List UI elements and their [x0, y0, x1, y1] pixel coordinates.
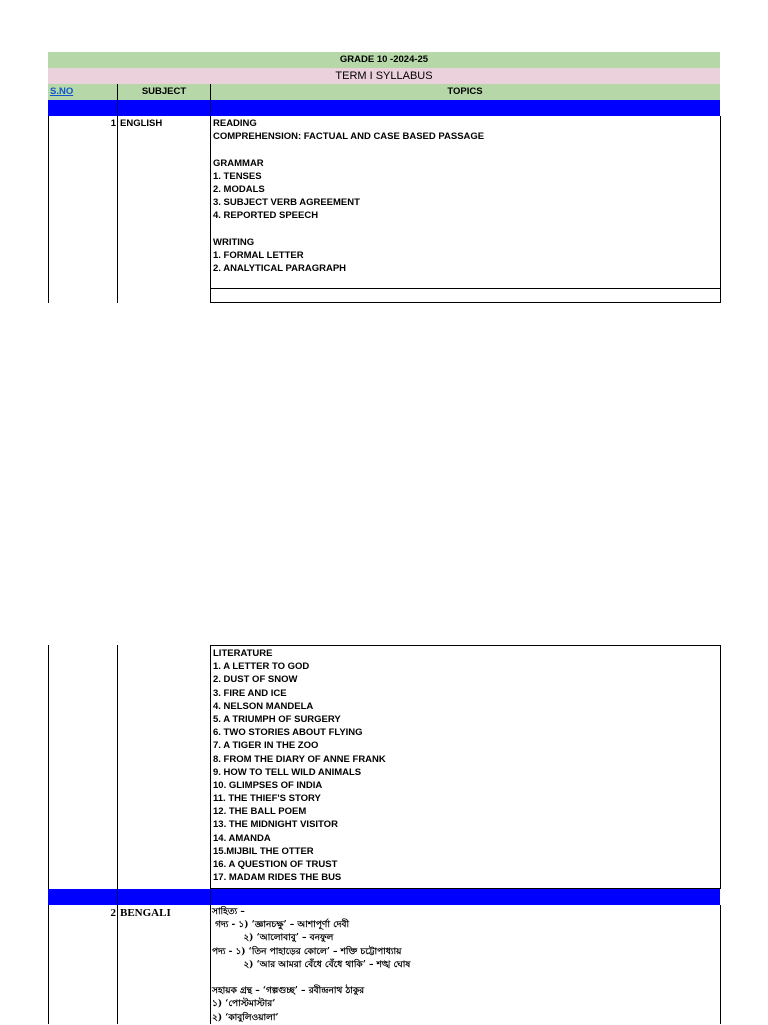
topic-line: WRITING — [213, 236, 255, 248]
topic-line: 16. A QUESTION OF TRUST — [213, 859, 338, 870]
topic-line: 2. ANALYTICAL PARAGRAPH — [213, 263, 347, 275]
topic-line: ২) ‘আর আমরা বেঁধে বেঁধে থাকি’ – শঙ্খ ঘোষ — [212, 959, 411, 970]
topic-line: 7. A TIGER IN THE ZOO — [213, 740, 319, 752]
topic-line: 1. TENSES — [213, 170, 262, 182]
topic-line: পদ্য - ১) ‘তিন পাহাড়ের কোলে’ – শক্তি চট্টোপাধ্যায় — [212, 946, 402, 957]
sno-cell: 2 — [110, 907, 116, 919]
topic-line: COMPREHENSION: FACTUAL AND CASE BASED PASSAGE — [213, 131, 485, 143]
topic-line: গদ্য - ১) ‘জ্ঞানচক্ষু’ – আশাপূর্ণা দেবী — [212, 920, 350, 931]
english-literature-cell — [210, 645, 721, 889]
topic-line: GRAMMAR — [213, 157, 264, 169]
topic-line: 12. THE BALL POEM — [213, 806, 307, 818]
topic-line: 6. TWO STORIES ABOUT FLYING — [213, 727, 363, 739]
column-header-sno[interactable]: S.NO — [50, 86, 74, 97]
topic-line: 5. A TRIUMPH OF SURGERY — [213, 713, 341, 725]
section-separator — [48, 100, 720, 116]
column-header-topics: TOPICS — [447, 86, 483, 97]
column-header-subject: SUBJECT — [141, 86, 187, 97]
topics-list — [211, 116, 720, 275]
topic-line: 4. NELSON MANDELA — [213, 700, 314, 712]
topic-line: 3. SUBJECT VERB AGREEMENT — [213, 197, 360, 209]
subject-cell: ENGLISH — [120, 118, 163, 129]
topic-line: LITERATURE — [213, 648, 273, 659]
topic-line: 1. A LETTER TO GOD — [213, 661, 310, 673]
topic-line — [212, 972, 720, 985]
topic-line: ১) ‘পোস্টমাস্টার’ — [212, 999, 276, 1010]
grade-header-row — [48, 52, 720, 68]
topic-line: সহায়ক গ্রন্থ – ‘গল্পগুচ্ছ’ – রবীন্দ্রনাথ ঠাকুর — [212, 986, 365, 997]
topic-line: 8. FROM THE DIARY OF ANNE FRANK — [213, 753, 386, 765]
topic-line: 2. MODALS — [213, 183, 265, 195]
topic-line: 3. FIRE AND ICE — [213, 687, 287, 699]
topic-line — [213, 223, 720, 236]
topic-line: 2. DUST OF SNOW — [213, 674, 298, 686]
topics-list — [211, 905, 720, 1025]
topics-list — [211, 646, 720, 884]
topic-line — [213, 143, 720, 156]
topic-line: 15.MIJBIL THE OTTER — [213, 845, 314, 857]
topic-line: 13. THE MIDNIGHT VISITOR — [213, 819, 338, 831]
topic-line: ২) ‘আলোবাবু’ – বনফুল — [212, 933, 334, 944]
topic-line: 10. GLIMPSES OF INDIA — [213, 779, 323, 791]
term-header-row — [48, 68, 720, 84]
topic-line: 1. FORMAL LETTER — [213, 249, 304, 261]
empty-topic-cell — [210, 288, 721, 303]
english-topics-cell — [210, 116, 721, 289]
bengali-topics-cell — [210, 905, 721, 1024]
term-title: TERM I SYLLABUS — [335, 70, 433, 82]
topic-line: সাহিত্য – — [212, 907, 245, 917]
subject-cell: BENGALI — [120, 907, 171, 919]
topic-line: 17. MADAM RIDES THE BUS — [213, 872, 342, 884]
sno-cell: 1 — [110, 118, 116, 129]
topic-line: 4. REPORTED SPEECH — [213, 210, 319, 222]
topic-line: READING — [213, 118, 257, 129]
topic-line: 9. HOW TO TELL WILD ANIMALS — [213, 766, 362, 778]
topic-line: 11. THE THIEF'S STORY — [213, 793, 321, 805]
grade-title: GRADE 10 -2024-25 — [339, 54, 429, 65]
section-separator — [48, 889, 720, 905]
topic-line: 14. AMANDA — [213, 832, 271, 844]
topic-line: ২) ‘কাবুলিওয়ালা’ — [212, 1012, 279, 1023]
